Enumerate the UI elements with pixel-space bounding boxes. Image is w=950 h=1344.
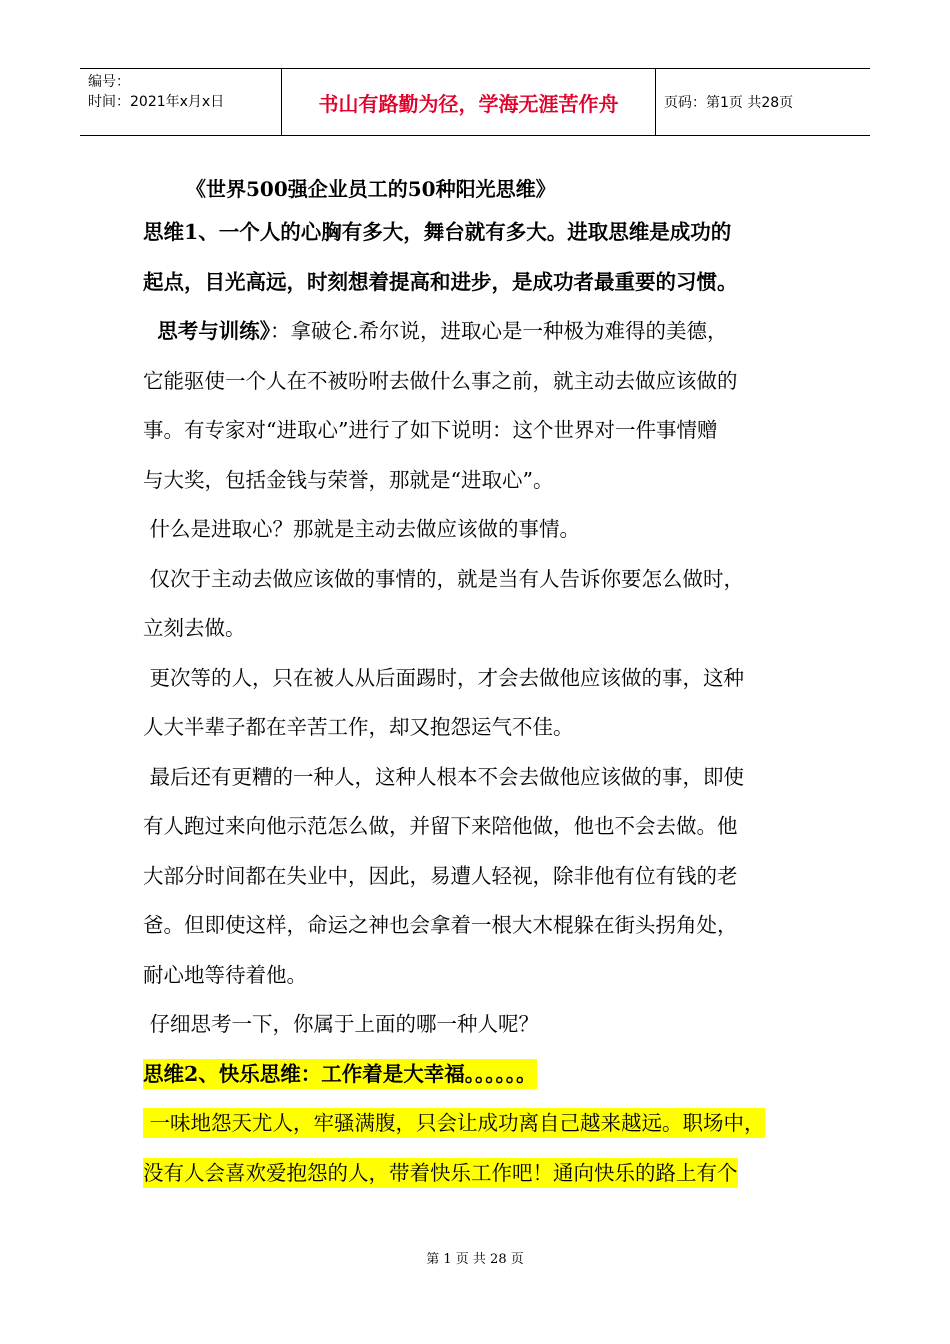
header-motto: 书山有路勤为径，学海无涯苦作舟 (318, 91, 619, 116)
body-line (143, 802, 843, 852)
body-text: 立刻去做。 (143, 616, 246, 640)
body-text: ：拿破仑.希尔说，进取心是一种极为难得的美德， (270, 319, 728, 343)
body-line (143, 505, 843, 555)
header-page-info: 页码：第1页 共28页 (664, 95, 794, 111)
body-text: 大部分时间都在失业中，因此，易遭人轻视，除非他有位有钱的老 (143, 863, 738, 888)
body-line (143, 307, 843, 357)
body-text: 最后还有更糟的一种人，这种人根本不会去做他应该做的事，即使 (143, 764, 745, 789)
header-motto-cell (282, 69, 656, 135)
body-line (143, 406, 843, 456)
body-line (143, 951, 843, 1001)
page-footer: 第 1 页 共 28 页 (426, 1252, 524, 1267)
document-time-label: 时间：2021年x月x日 (88, 94, 225, 110)
section-label: 思考与训练》 (143, 319, 271, 343)
body-text: 有人跑过来向他示范怎么做，并留下来陪他做，他也不会去做。他 (143, 814, 738, 838)
highlighted-text: 一味地怨天尤人，牢骚满腹，只会让成功离自己越来越远。职场中， (143, 1108, 765, 1138)
body-text: 仅次于主动去做应该做的事情的，就是当有人告诉你要怎么做时， (143, 566, 745, 591)
body-line (143, 1099, 843, 1149)
body-text: 耐心地等待着他。 (143, 962, 307, 987)
highlighted-text: 没有人会喜欢爱抱怨的人，带着快乐工作吧！通向快乐的路上有个 (143, 1158, 738, 1188)
body-line (143, 456, 843, 506)
body-text: 爸。但即使这样，命运之神也会拿着一根大木棍躲在街头拐角处， (143, 913, 738, 937)
body-line (143, 654, 843, 704)
body-text: 什么是进取心？那就是主动去做应该做的事情。 (143, 517, 581, 541)
body-text: 更次等的人，只在被人从后面踢时，才会去做他应该做的事，这种 (143, 665, 745, 690)
header-page-cell (656, 69, 870, 135)
body-line (143, 901, 843, 951)
body-text: 与大奖，包括金钱与荣誉，那就是“进取心”。 (143, 467, 554, 492)
body-line (143, 1149, 843, 1199)
body-line (143, 753, 843, 803)
heading-text: 思维1、一个人的心胸有多大，舞台就有多大。进取思维是成功的 (143, 220, 732, 244)
body-line (143, 258, 843, 308)
body-line (143, 1000, 843, 1050)
header-meta-cell (80, 69, 282, 135)
body-text: 它能驱使一个人在不被吩咐去做什么事之前，就主动去做应该做的 (143, 368, 738, 393)
body-line (143, 357, 843, 407)
body-line (143, 703, 843, 753)
body-text: 事。有专家对“进取心”进行了如下说明：这个世界对一件事情赠 (143, 418, 718, 442)
body-line (143, 852, 843, 902)
body-line (143, 555, 843, 605)
body-text: 人大半辈子都在辛苦工作，却又抱怨运气不佳。 (143, 715, 574, 739)
heading-text: 起点，目光高远，时刻想着提高和进步，是成功者最重要的习惯。 (143, 269, 738, 294)
body-line (143, 604, 843, 654)
document-number-label: 编号： (88, 74, 130, 90)
document-body (143, 208, 843, 1198)
page-header (80, 68, 870, 136)
body-line (143, 208, 843, 258)
body-line (143, 1050, 843, 1100)
highlighted-heading: 思维2、快乐思维：工作着是大幸福。。。。。。 (143, 1059, 537, 1089)
document-title: 《世界500强企业员工的50种阳光思维》 (186, 177, 556, 201)
body-text: 仔细思考一下，你属于上面的哪一种人呢？ (143, 1012, 540, 1036)
